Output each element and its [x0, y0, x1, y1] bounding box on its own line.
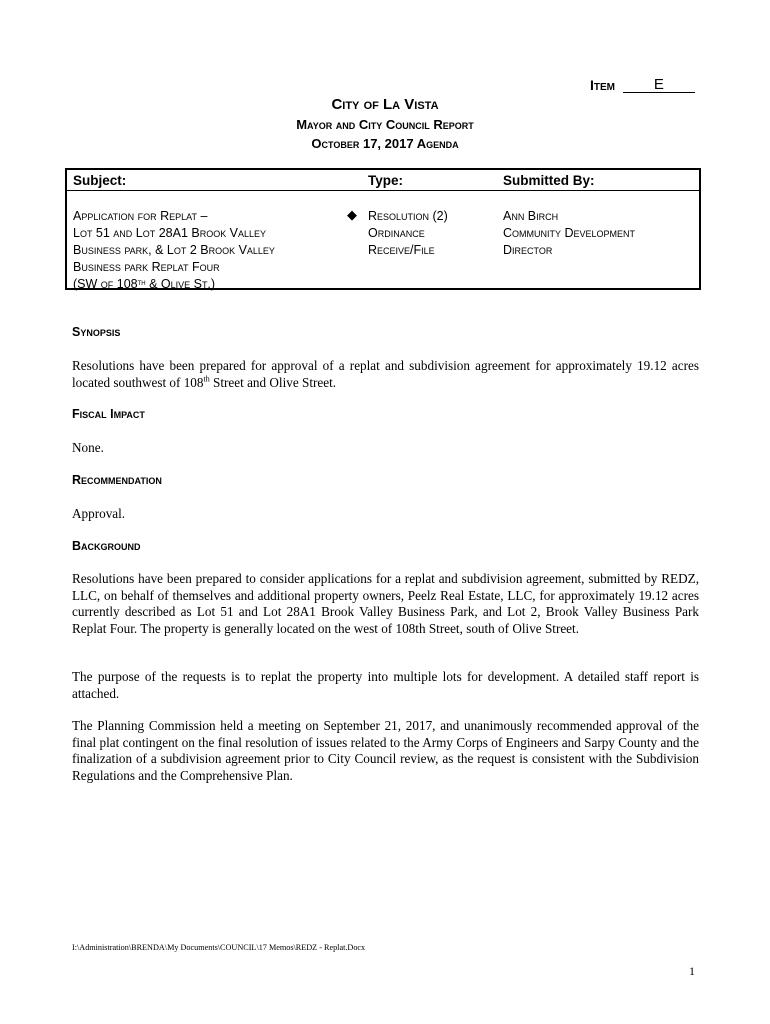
footer-file-path: I:\Administration\BRENDA\My Documents\COUNCIL\17 Memos\REDZ - Replat.Docx [72, 943, 366, 952]
recommendation-text: Approval. [72, 506, 126, 521]
submitted-by-header: Submitted By: [503, 173, 595, 188]
subject-text [73, 208, 275, 293]
submitted-line: Community Development [503, 226, 636, 240]
type-line: Receive/File [368, 243, 435, 257]
subject-line: Application for Replat – [73, 209, 208, 223]
type-header: Type: [368, 173, 404, 188]
type-line: Ordinance [368, 226, 425, 240]
subject-line: Business park Replat Four [73, 260, 220, 274]
background-heading: Background [72, 539, 141, 553]
type-text [368, 208, 448, 259]
synopsis-heading: Synopsis [72, 325, 121, 339]
submitted-by-text [503, 208, 635, 259]
diamond-bullet-icon: ◆ [347, 207, 357, 222]
type-line: Resolution (2) [368, 209, 448, 223]
document-subtitle: Mayor and City Council Report [296, 117, 474, 132]
recommendation-heading: Recommendation [72, 473, 162, 487]
subject-line: Lot 51 and Lot 28A1 Brook Valley [73, 226, 267, 240]
background-paragraph: The purpose of the requests is to replat the property into multiple lots for development. A detailed staff report is attached. [72, 669, 699, 701]
subject-line: (SW of 108th & Olive St.) [73, 277, 216, 291]
item-label-text: Item [590, 77, 615, 93]
synopsis-text: Resolutions have been prepared for approval of a replat and subdivision agreement for approximately 19.12 acres located southwest of 108th Street and Olive Street. [72, 358, 699, 390]
background-paragraph: Resolutions have been prepared to consider applications for a replat and subdivision agreement, submitted by REDZ, LLC, on behalf of themselves and additional property owners, Peelz Real Estate, LLC, for approximately 19.12 acres currently described as Lot 51 and Lot 28A1 Brook Valley Business Park, and Lot 2, Brook Valley Business Park Replat Four. The property is generally located on the west of 108th Street, south of Olive Street. [72, 571, 699, 636]
header-divider [67, 190, 699, 191]
submitted-line: Director [503, 243, 553, 257]
submitted-line: Ann Birch [503, 209, 559, 223]
fiscal-impact-heading: Fiscal Impact [72, 407, 145, 421]
fiscal-impact-text: None. [72, 440, 104, 455]
item-value: E [623, 78, 695, 93]
item-label [590, 77, 695, 94]
info-box [65, 168, 701, 290]
subject-header: Subject: [73, 173, 127, 188]
document-title: City of La Vista [331, 96, 439, 113]
agenda-date: October 17, 2017 Agenda [311, 136, 459, 151]
background-paragraph: The Planning Commission held a meeting on September 21, 2017, and unanimously recommended approval of the final plat contingent on the final resolution of issues related to the Army Corps of Engineers and Sarpy County and the finalization of a subdivision agreement prior to City Council review, as the request is consistent with the Subdivision Regulations and the Comprehensive Plan. [72, 718, 699, 783]
page-number: 1 [689, 964, 695, 978]
subject-line: Business park, & Lot 2 Brook Valley [73, 243, 275, 257]
